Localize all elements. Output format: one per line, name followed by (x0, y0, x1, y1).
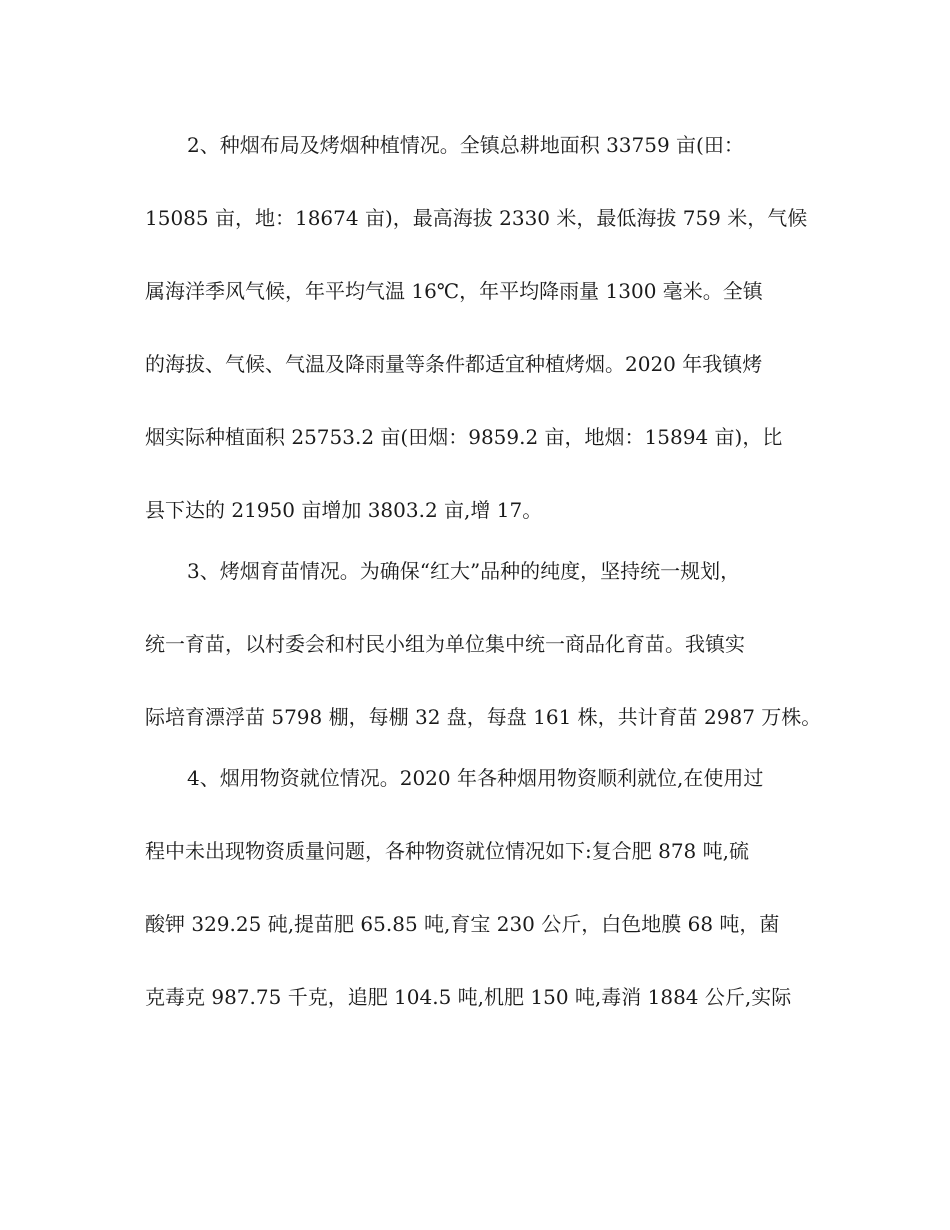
paragraph-2-line-3: 属海洋季风气候，年平均气温 16℃，年平均降雨量 1300 毫米。全镇 (145, 279, 763, 303)
paragraph-3-line-2: 统一育苗，以村委会和村民小组为单位集中统一商品化育苗。我镇实 (145, 632, 745, 656)
paragraph-3-line-3: 际培育漂浮苗 5798 棚，每棚 32 盘，每盘 161 株，共计育苗 2987 万株。 (145, 705, 822, 729)
paragraph-2-line-1: 2、种烟布局及烤烟种植情况。全镇总耕地面积 33759 亩(田： (187, 133, 744, 157)
paragraph-2-line-5: 烟实际种植面积 25753.2 亩(田烟：9859.2 亩，地烟：15894 亩)，比 (145, 425, 783, 449)
paragraph-4-line-3: 酸钾 329.25 砘,提苗肥 65.85 吨,育宝 230 公斤，白色地膜 68 吨，菌 (145, 912, 780, 936)
paragraph-2-line-2: 15085 亩，地：18674 亩)，最高海拔 2330 米，最低海拔 759 米，气候 (145, 206, 808, 230)
paragraph-2-line-6: 县下达的 21950 亩增加 3803.2 亩,增 17。 (145, 498, 543, 522)
paragraph-4-line-2: 程中未出现物资质量问题，各种物资就位情况如下:复合肥 878 吨,硫 (145, 839, 749, 863)
paragraph-3-line-1: 3、烤烟育苗情况。为确保“红大”品种的纯度，坚持统一规划， (187, 559, 741, 583)
paragraph-4-line-4: 克毒克 987.75 千克，追肥 104.5 吨,机肥 150 吨,毒消 1884 公斤,实际 (145, 985, 792, 1009)
paragraph-2-line-4: 的海拔、气候、气温及降雨量等条件都适宜种植烤烟。2020 年我镇烤 (145, 352, 763, 376)
paragraph-4-line-1: 4、烟用物资就位情况。2020 年各种烟用物资顺利就位,在使用过 (187, 766, 764, 790)
